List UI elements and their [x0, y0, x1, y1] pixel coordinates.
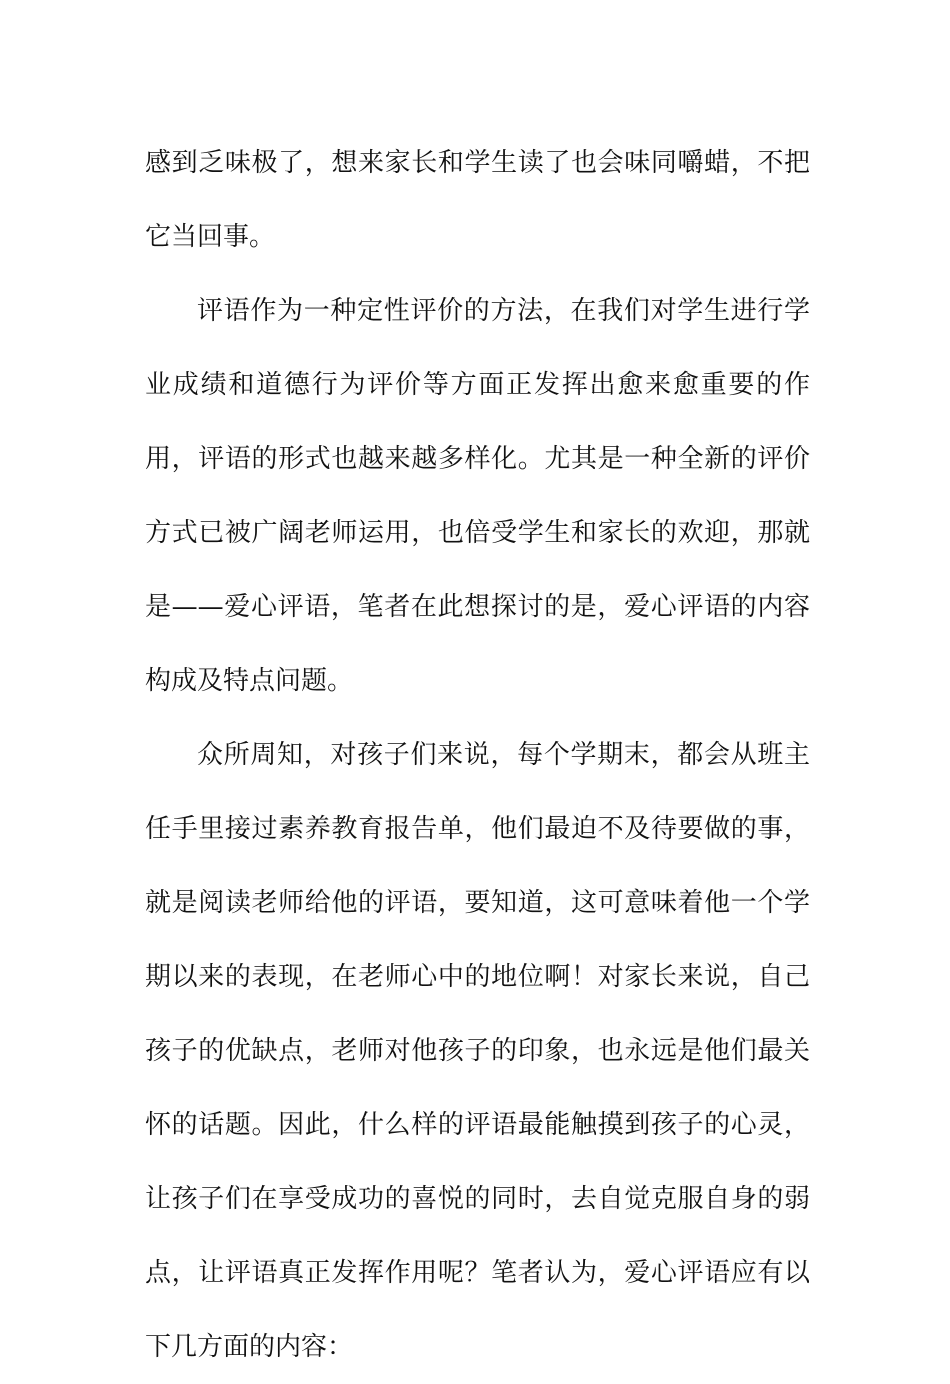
- paragraph-evaluation-intro: 评语作为一种定性评价的方法，在我们对学生进行学业成绩和道德行为评价等方面正发挥出愈来愈重要的作用，评语的形式也越来越多样化。尤其是一种全新的评价方式已被广阔老师运用，也倍受学生和家长的欢迎，那就是——爱心评语，笔者在此想探讨的是，爱心评语的内容构成及特点问题。: [145, 296, 810, 696]
- document-body: [145, 126, 810, 1384]
- paragraph-student-perspective: 众所周知，对孩子们来说，每个学期末，都会从班主任手里接过素养教育报告单，他们最迫不及待要做的事，就是阅读老师给他的评语，要知道，这可意味着他一个学期以来的表现，在老师心中的地位啊！对家长来说，自己孩子的优缺点，老师对他孩子的印象，也永远是他们最关怀的话题。因此，什么样的评语最能触摸到孩子的心灵，让孩子们在享受成功的喜悦的同时，去自觉克服自身的弱点，让评语真正发挥作用呢？笔者认为，爱心评语应有以下几方面的内容：: [145, 740, 810, 1362]
- paragraph-continuation: 感到乏味极了，想来家长和学生读了也会味同嚼蜡，不把它当回事。: [145, 148, 810, 252]
